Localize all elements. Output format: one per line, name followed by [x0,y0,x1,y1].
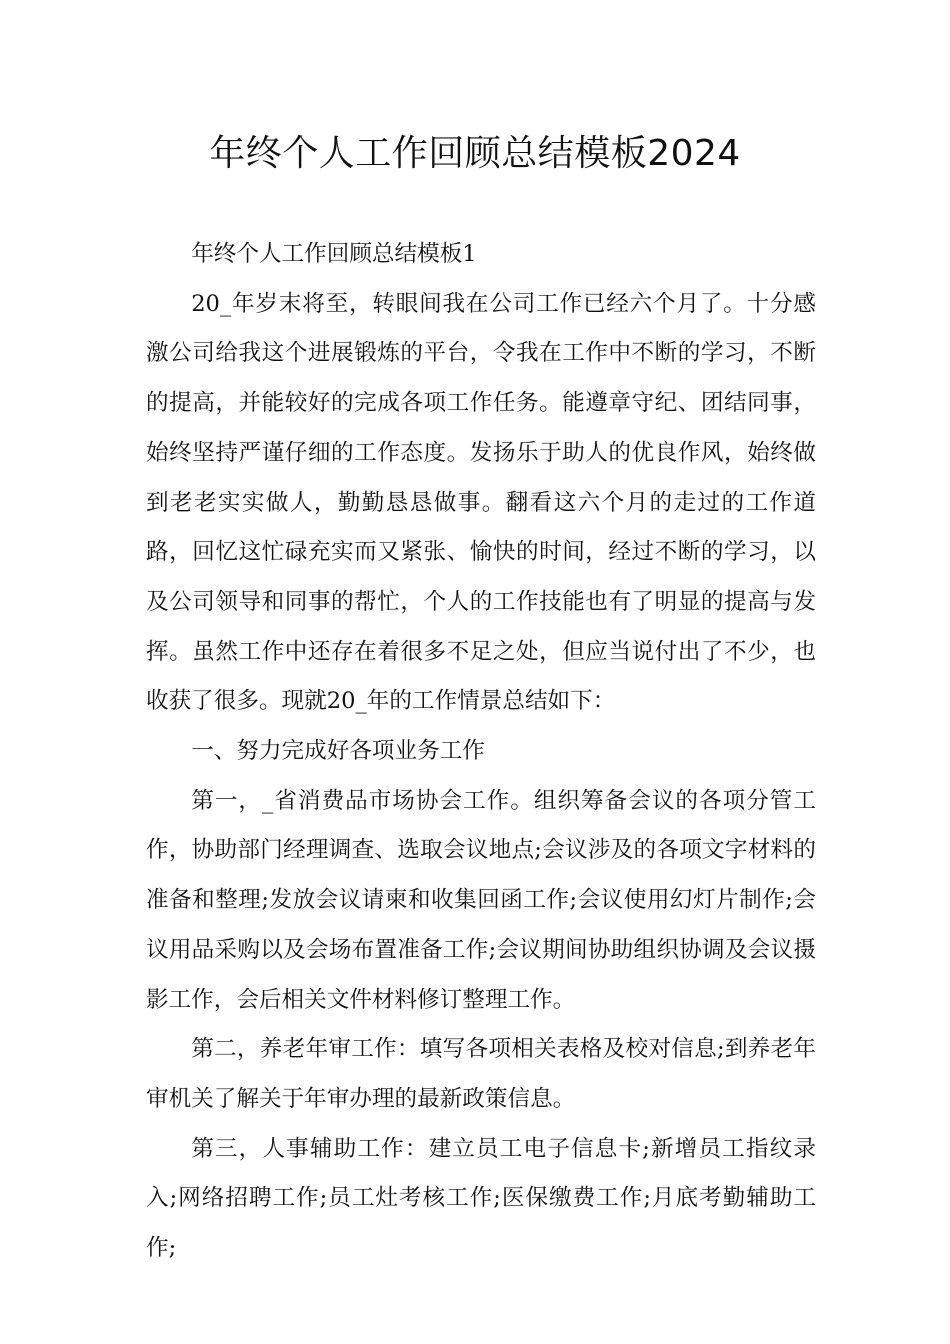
body-paragraph: 第三，人事辅助工作：建立员工电子信息卡;新增员工指纹录入;网络招聘工作;员工灶考核工作;医保缴费工作;月底考勤辅助工作; [146,1135,816,1262]
document-body [146,230,816,1274]
body-paragraph: 第一，_省消费品市场协会工作。组织筹备会议的各项分管工作，协助部门经理调查、选取会议地点;会议涉及的各项文字材料的准备和整理;发放会议请柬和收集回函工作;会议使用幻灯片制作;会议用品采购以及会场布置准备工作;会议期间协助组织协调及会议摄影工作，会后相关文件材料修订整理工作。 [146,787,816,1013]
document-title: 年终个人工作回顾总结模板2024 [209,133,741,174]
body-paragraph: 第二，养老年审工作：填写各项相关表格及校对信息;到养老年审机关了解关于年审办理的最新政策信息。 [146,1036,816,1112]
section-heading: 一、努力完成好各项业务工作 [191,738,485,765]
section-heading: 年终个人工作回顾总结模板1 [191,241,477,267]
body-paragraph: 20_年岁末将至，转眼间我在公司工作已经六个月了。十分感激公司给我这个进展锻炼的平台，令我在工作中不断的学习，不断的提高，并能较好的完成各项工作任务。能遵章守纪、团结同事，始终坚持严谨仔细的工作态度。发扬乐于助人的优良作风，始终做到老老实实做人，勤勤恳恳做事。翻看这六个月的走过的工作道路，回忆这忙碌充实而又紧张、愉快的时间，经过不断的学习，以及公司领导和同事的帮忙，个人的工作技能也有了明显的提高与发挥。虽然工作中还存在着很多不足之处，但应当说付出了不少，也收获了很多。现就20_年的工作情景总结如下： [146,290,816,715]
